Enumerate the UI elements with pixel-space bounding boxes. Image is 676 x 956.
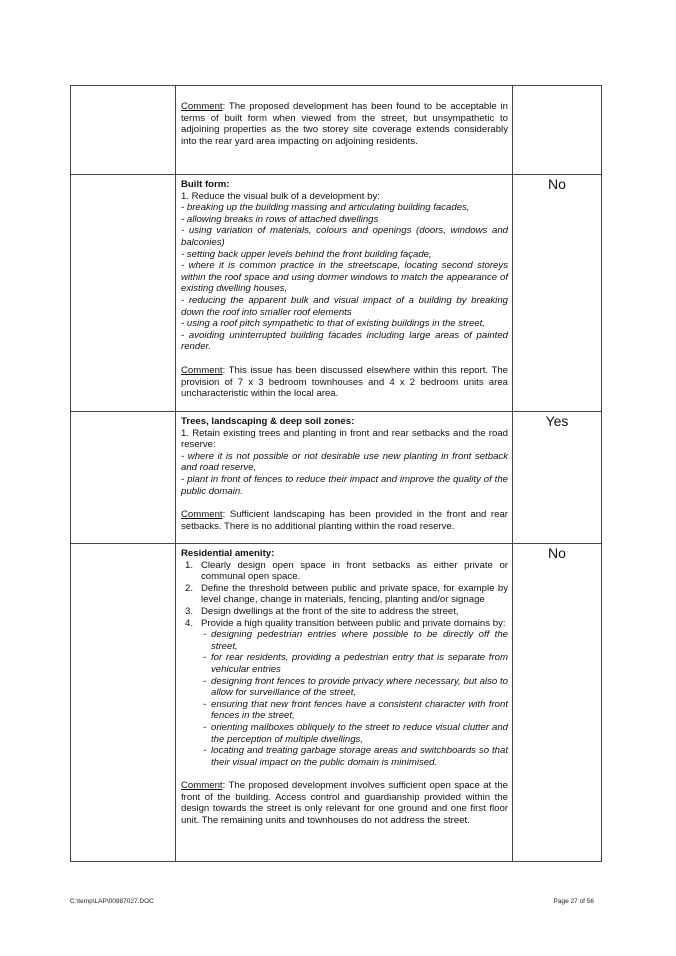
sub-item-text: designing front fences to provide privacy where necessary, but also to allow for surveillance of the street, <box>211 675 508 699</box>
result-cell <box>513 175 602 412</box>
sub-list-item: - ensuring that new front fences have a consistent character with front fences in the street, <box>203 698 508 722</box>
list-item <box>181 606 508 618</box>
sub-item-text: designing pedestrian entries where possible to be directly off the street, <box>211 629 508 652</box>
sub-list-item: - orienting mailboxes obliquely to the street to reduce visual clutter and the perception of multiple dwellings, <box>203 721 508 745</box>
comment-text: : The proposed development involves sufficient open space at the front of the building. Access control and guardianship provided within the design towards the street is only relevant for one ground and one first floor unit. The remaining units and townhouses do not address the street. <box>181 780 508 827</box>
result-cell <box>513 412 602 544</box>
comment-label: Comment <box>181 364 223 376</box>
section-heading: Built form: <box>181 179 230 190</box>
sub-item-text: for rear residents, providing a pedestrian entry that is separate from vehicular entries <box>211 652 508 675</box>
comment-text: : Sufficient landscaping has been provided in the front and rear setbacks. There is no additional planting within the road reserve. <box>181 509 508 532</box>
comment-paragraph <box>181 365 508 400</box>
list-item: - reducing the apparent bulk and visual impact of a building by breaking down the roof into smaller roof elements <box>181 294 508 318</box>
comment-paragraph <box>181 509 508 532</box>
table-row-residential-amenity <box>71 544 602 862</box>
sub-list-item: - locating and treating garbage storage areas and switchboards so that their visual impact on the public domain is minimised. <box>203 745 508 768</box>
table-row-built-form-comment <box>71 86 602 175</box>
list-item: - avoiding uninterrupted building facades including large areas of painted render. <box>181 329 508 353</box>
item-text: Design dwellings at the front of the site to address the street, <box>201 605 459 617</box>
table-row-trees-landscaping <box>71 412 602 544</box>
list-item <box>181 618 508 630</box>
blank-cell <box>71 86 176 175</box>
footer-file-path: C:\temp\LAP\00987027.DOC <box>70 898 154 905</box>
sub-list-item: - designing front fences to provide privacy where necessary, but also to allow for surveillance of the street, <box>203 675 508 699</box>
result-value: No <box>548 176 566 192</box>
control-item-list <box>181 451 508 497</box>
sub-item-text: ensuring that new front fences have a consistent character with front fences in the street, <box>211 698 508 722</box>
item-number: 1. <box>185 559 194 571</box>
list-item: - plant in front of fences to reduce their impact and improve the quality of the public domain. <box>181 473 508 497</box>
list-item: - setting back upper levels behind the front building façade, <box>181 248 432 260</box>
list-item: - breaking up the building massing and articulating building facades, <box>181 202 470 214</box>
comment-label: Comment <box>181 780 223 792</box>
sub-item-text: locating and treating garbage storage areas and switchboards so that their visual impact on the public domain is minimised. <box>211 745 508 768</box>
sub-item-list <box>181 629 508 768</box>
list-item: - using a roof pitch sympathetic to that of existing buildings in the street, <box>181 318 485 330</box>
result-cell <box>513 544 602 862</box>
footer-page-number: Page 27 of 56 <box>553 898 594 905</box>
blank-cell <box>71 412 176 544</box>
control-cell <box>176 544 513 862</box>
item-text: Clearly design open space in front setbacks as either private or communal open space. <box>201 559 508 583</box>
result-cell <box>513 86 602 175</box>
table-row-built-form <box>71 175 602 412</box>
list-item <box>181 583 508 606</box>
section-heading: Trees, landscaping & deep soil zones: <box>181 416 355 427</box>
section-heading: Residential amenity: <box>181 548 275 559</box>
blank-cell <box>71 544 176 862</box>
sub-item-text: orienting mailboxes obliquely to the street to reduce visual clutter and the perception of multiple dwellings, <box>211 721 508 745</box>
list-item: - where it is common practice in the streetscape, locating second storeys within the roof space and using dormer windows to match the appearance of existing dwelling houses, <box>181 260 508 295</box>
item-text: Provide a high quality transition between public and private domains by: <box>201 617 506 629</box>
list-item: - where it is not possible or not desirable use new planting in front setback and road reserve, <box>181 450 508 474</box>
blank-cell <box>71 175 176 412</box>
item-text: Define the threshold between public and private space, for example by level change, change in materials, fencing, planting and/or signage <box>201 582 508 606</box>
control-cell <box>176 86 513 175</box>
result-value: No <box>548 545 566 561</box>
sub-list-item: - designing pedestrian entries where possible to be directly off the street, <box>203 629 508 652</box>
control-intro: 1. Retain existing trees and planting in front and rear setbacks and the road reserve: <box>181 427 508 451</box>
comment-paragraph <box>181 780 508 826</box>
numbered-control-list <box>181 560 508 630</box>
control-intro: 1. Reduce the visual bulk of a development by: <box>181 190 380 202</box>
item-number: 3. <box>185 605 194 617</box>
list-item: - using variation of materials, colours and openings (doors, windows and balconies) <box>181 225 508 248</box>
list-item <box>181 560 508 583</box>
list-item: - allowing breaks in rows of attached dwellings <box>181 213 379 225</box>
control-cell <box>176 175 513 412</box>
item-number: 2. <box>185 582 194 594</box>
comment-text: : This issue has been discussed elsewhere within this report. The provision of 7 x 3 bedroom townhouses and 4 x 2 bedroom units area uncharacteristic within the local area. <box>181 364 508 400</box>
comment-text: : The proposed development has been found to be acceptable in terms of built form when viewed from the street, but unsympathetic to adjoining properties as the two storey site coverage extends considerably into the rear yard area impacting on adjoining residents. <box>181 101 508 147</box>
comment-label: Comment <box>181 509 223 521</box>
control-cell <box>176 412 513 544</box>
sub-list-item: - for rear residents, providing a pedestrian entry that is separate from vehicular entries <box>203 652 508 675</box>
item-number: 4. <box>185 617 194 629</box>
compliance-table <box>70 85 602 862</box>
control-item-list <box>181 202 508 353</box>
result-value: Yes <box>545 413 569 429</box>
comment-paragraph <box>181 101 508 147</box>
comment-label: Comment <box>181 101 223 112</box>
